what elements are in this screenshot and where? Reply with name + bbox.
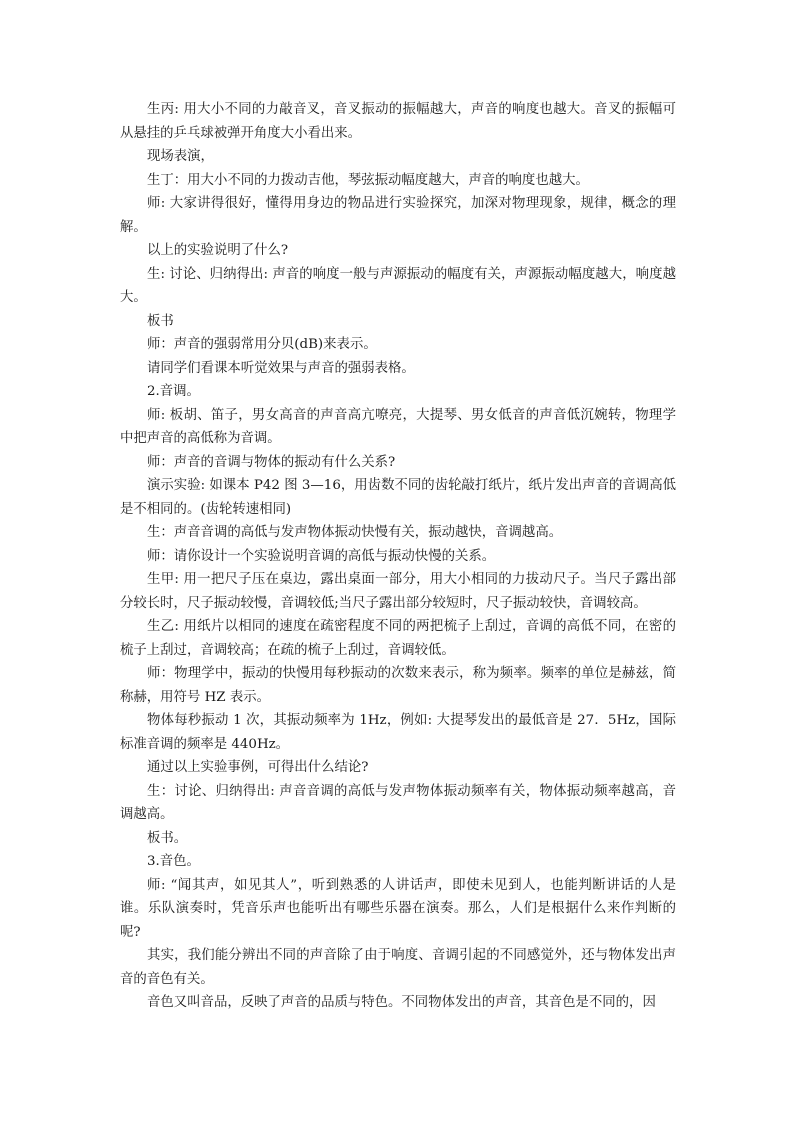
- paragraph-7: 板书: [147, 313, 174, 329]
- paragraph-1: 生丙: 用大小不同的力敲音叉，音叉振动的振幅越大，声音的响度也越大。音叉的振幅可从悬挂的乒乓球被弹开角度大小看出来。: [120, 102, 676, 141]
- paragraph-14: 生：声音音调的高低与发声物体振动快慢有关，振动越快，音调越高。: [147, 525, 563, 540]
- paragraph-25: 其实，我们能分辨出不同的声音除了由于响度、音调引起的不同感觉外，还与物体发出声音的音色有关。: [120, 948, 676, 987]
- paragraph-13: 演示实验: 如课本 P42 图 3—16，用齿数不同的齿轮敲打纸片，纸片发出声音的音调高低是不相同的。(齿轮转速相同): [120, 478, 676, 517]
- paragraph-16: 生甲: 用一把尺子压在桌边，露出桌面一部分，用大小相同的力拔动尺子。当尺子露出部分较长时，尺子振动较慢，音调较低;当尺子露出部分较短时，尺子振动较快，音调较高。: [120, 572, 676, 611]
- paragraph-12: 师：声音的音调与物体的振动有什么关系?: [147, 454, 396, 470]
- paragraph-23: 3.音色。: [147, 854, 200, 869]
- paragraph-11: 师: 板胡、笛子，男女高音的声音高亢嘹亮，大提琴、男女低音的声音低沉婉转，物理学中把声音的高低称为音调。: [120, 407, 676, 446]
- paragraph-22: 板书。: [147, 830, 188, 846]
- paragraph-21: 生：讨论、归纳得出: 声音音调的高低与发声物体振动频率有关，物体振动频率越高，音调越高。: [120, 783, 676, 822]
- paragraph-3: 生丁：用大小不同的力拨动吉他，琴弦振动幅度越大，声音的响度也越大。: [147, 172, 589, 188]
- document-page: [120, 98, 676, 1015]
- paragraph-2: 现场表演，: [147, 149, 214, 164]
- paragraph-18: 师：物理学中，振动的快慢用每秒振动的次数来表示，称为频率。频率的单位是赫兹，简称赫，用符号 HZ 表示。: [120, 666, 676, 705]
- paragraph-17: 生乙: 用纸片以相同的速度在疏密程度不同的两把梳子上刮过，音调的高低不同，在密的梳子上刮过，音调较高；在疏的梳子上刮过，音调较低。: [120, 619, 676, 658]
- paragraph-10: 2.音调。: [147, 384, 200, 399]
- paragraph-6: 生: 讨论、归纳得出: 声音的响度一般与声源振动的幅度有关，声源振动幅度越大，响度越大。: [120, 266, 676, 305]
- paragraph-19: 物体每秒振动 1 次，其振动频率为 1Hz，例如: 大提琴发出的最低音是 27．5Hz，国际标准音调的频率是 440Hz。: [120, 713, 676, 752]
- paragraph-24: 师: “闻其声，如见其人”，听到熟悉的人讲话声，即使未见到人，也能判断讲话的人是谁。乐队演奏时，凭音乐声也能听出有哪些乐器在演奏。那么，人们是根据什么来作判断的呢?: [120, 877, 676, 940]
- paragraph-4: 师: 大家讲得很好，懂得用身边的物品进行实验探究，加深对物理现象，规律，概念的理解。: [120, 196, 676, 235]
- paragraph-5: 以上的实验说明了什么?: [147, 243, 289, 258]
- paragraph-8: 师：声音的强弱常用分贝(dB)来表示。: [147, 337, 377, 352]
- paragraph-9: 请同学们看课本听觉效果与声音的强弱表格。: [147, 360, 415, 376]
- paragraph-20: 通过以上实验事例，可得出什么结论?: [147, 760, 369, 775]
- paragraph-26: 音色又叫音品，反映了声音的品质与特色。不同物体发出的声音，其音色是不同的，因: [147, 995, 656, 1010]
- paragraph-15: 师：请你设计一个实验说明音调的高低与振动快慢的关系。: [147, 548, 496, 564]
